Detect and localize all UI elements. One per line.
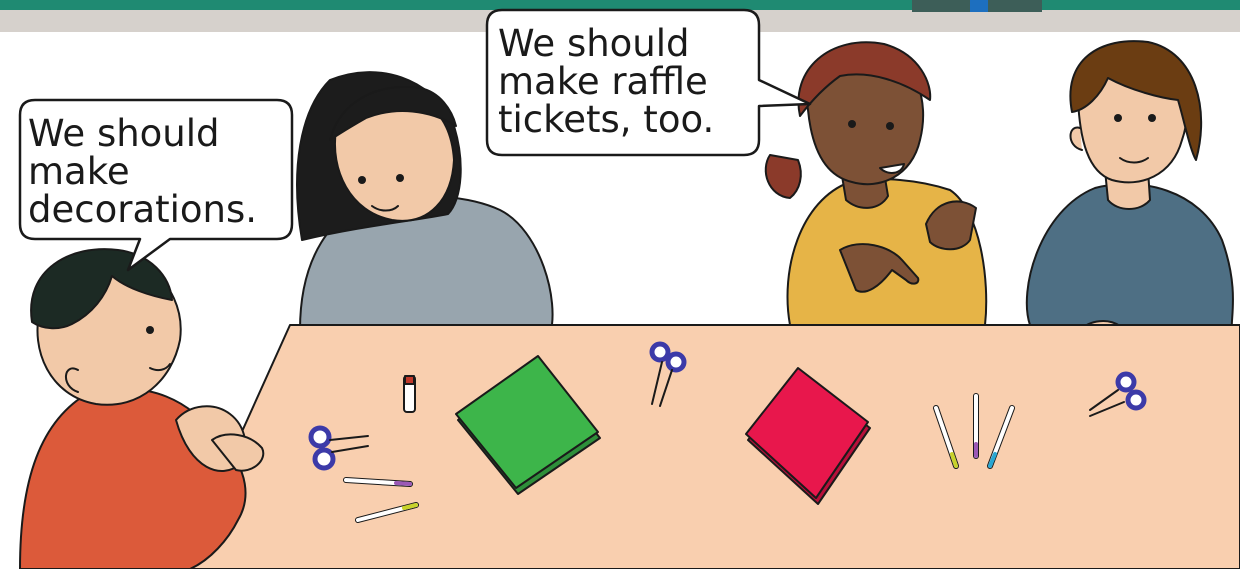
speech-line: make raffle (498, 60, 708, 103)
boy-left (20, 249, 263, 569)
speech-line: We should (28, 112, 220, 155)
speech-line: We should (498, 22, 690, 65)
speech-line: decorations. (28, 188, 258, 231)
speech-line: tickets, too. (498, 98, 715, 141)
glue-stick (404, 376, 415, 412)
girl-middle (766, 42, 986, 325)
speech-text-left (28, 112, 258, 231)
speech-text-middle (498, 22, 715, 141)
speech-line: make (28, 150, 130, 193)
table (180, 325, 1240, 569)
boy-right (1027, 41, 1233, 356)
